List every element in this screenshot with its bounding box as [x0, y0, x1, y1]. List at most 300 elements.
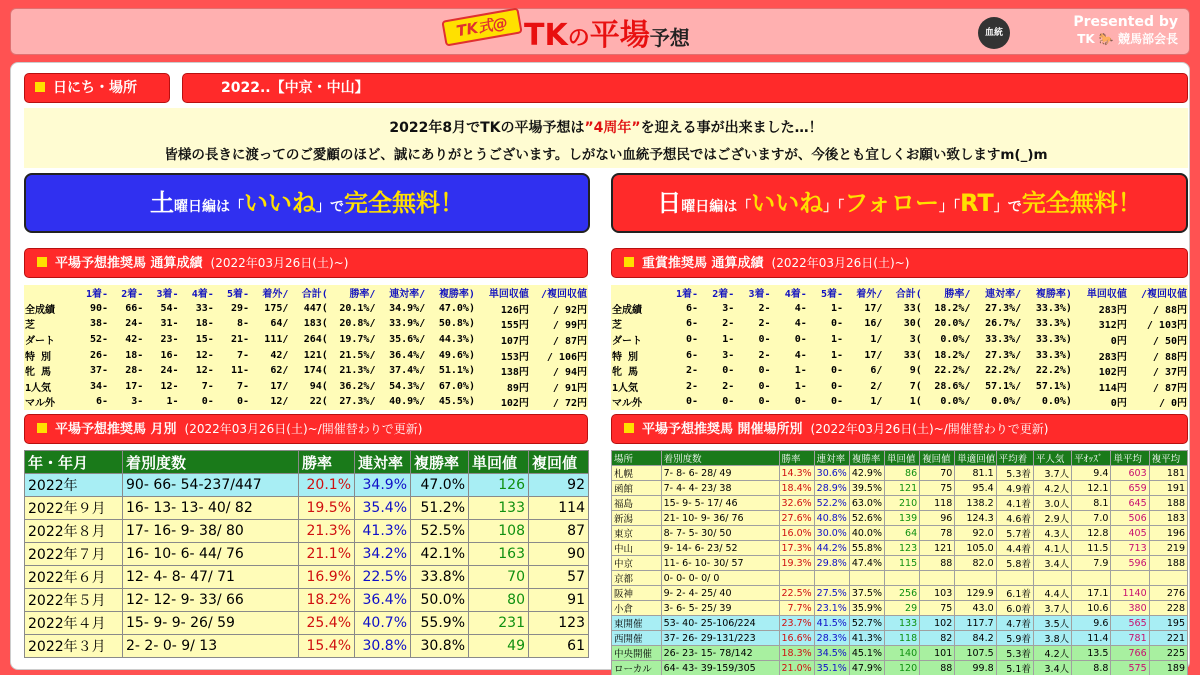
table-cell: 20.0%/	[934, 318, 971, 330]
table-cell: 28.6%/	[934, 380, 971, 392]
table-cell: 50.0%	[411, 589, 469, 612]
table-cell: 78	[920, 526, 955, 541]
table-cell: 84.2	[955, 631, 996, 646]
table-cell: 函館	[612, 481, 662, 496]
table-cell: 30.8%	[355, 635, 411, 658]
table-cell: 75	[920, 481, 955, 496]
table-cell: 34-	[89, 380, 108, 392]
table-cell: 102円	[1098, 367, 1127, 379]
table-row	[612, 616, 1188, 631]
sat-mid: 曜日編は「	[174, 199, 244, 215]
table-cell: 96	[920, 511, 955, 526]
table-cell: 174(	[303, 365, 328, 377]
table-cell: 小倉	[612, 601, 662, 616]
table-cell: 15-	[195, 334, 214, 346]
table-row	[611, 363, 1188, 379]
column-header: 単平均	[1111, 451, 1149, 466]
table-cell	[1033, 571, 1071, 586]
table-cell: 24-	[125, 318, 144, 330]
column-header: 勝率/	[944, 289, 971, 301]
table-cell: 41.3%	[849, 631, 884, 646]
table-row	[25, 635, 589, 658]
table-cell: 51.1%)	[438, 365, 475, 377]
table-cell: 47.0%)	[438, 302, 475, 314]
table-cell: 22(	[309, 396, 328, 408]
table-cell: 57.1%)	[1035, 380, 1072, 392]
table-cell	[779, 571, 814, 586]
table-cell: 全成績	[25, 304, 55, 316]
column-header: 勝率	[779, 451, 814, 466]
table-row	[612, 646, 1188, 661]
table-cell: 2-	[685, 365, 699, 377]
table-cell: 18.3%	[779, 646, 814, 661]
sun-follow: フォロー	[844, 189, 940, 217]
table-cell: 61	[529, 635, 589, 658]
table-cell: 92	[529, 474, 589, 497]
table-cell: マル外	[612, 398, 642, 410]
table-row	[24, 301, 588, 317]
table-cell: 0-	[758, 334, 771, 346]
sun-like: いいね	[751, 189, 824, 217]
table-cell: 34.9%	[355, 474, 411, 497]
column-header: 連対率	[355, 451, 411, 474]
table-cell: 4.9着	[996, 481, 1033, 496]
table-cell: 30.0%	[814, 526, 849, 541]
table-cell: 0.0%/	[991, 396, 1022, 408]
table-cell: 30.6%	[814, 466, 849, 481]
table-cell: 196	[1149, 526, 1187, 541]
table-cell: 35.1%	[814, 661, 849, 675]
table-cell: 21.3%	[299, 520, 355, 543]
table-cell: 52.2%	[814, 496, 849, 511]
table-cell: 312円	[1098, 320, 1127, 332]
table-cell: ダート	[25, 336, 55, 348]
table-cell: 33(	[903, 349, 922, 361]
table-row	[25, 543, 589, 566]
table-cell: 福島	[612, 496, 662, 511]
sun-mid: 曜日編は「	[681, 199, 752, 215]
table-cell: 3.4人	[1033, 556, 1071, 571]
table-cell: 108	[469, 520, 529, 543]
table-cell: 17/	[270, 380, 289, 392]
column-header: 複勝率)	[438, 289, 475, 301]
table-cell: 33.8%	[411, 566, 469, 589]
table-cell: 4.2人	[1033, 646, 1071, 661]
column-header: 単回収値	[1086, 289, 1127, 301]
column-header: 単回値	[469, 451, 529, 474]
column-header: 合計(	[301, 289, 328, 301]
table-cell: 228	[1149, 601, 1187, 616]
table-cell: 2022年３月	[25, 635, 123, 658]
table-cell: 9- 2- 4- 25/ 40	[661, 586, 779, 601]
table-cell: 19.3%	[779, 556, 814, 571]
table-cell: / 88円	[1152, 351, 1187, 363]
table-cell: / 50円	[1152, 336, 1187, 348]
table-cell: 13.5	[1072, 646, 1111, 661]
table-cell: 38-	[89, 318, 108, 330]
table-cell: 283円	[1098, 351, 1127, 363]
table-cell: 40.9%/	[389, 396, 426, 408]
table-cell: 1-	[830, 334, 844, 346]
table-cell: 138円	[500, 367, 529, 379]
venue-note: (2022年03月26日(土)~/開催替わりで更新)	[810, 422, 1049, 436]
table-cell: 219	[1149, 541, 1187, 556]
table-cell: 0-	[830, 380, 844, 392]
table-cell: 155円	[500, 320, 529, 332]
table-cell: 0-	[758, 380, 771, 392]
table-cell: 138.2	[955, 496, 996, 511]
table-cell: 54.3%/	[389, 380, 426, 392]
table-cell: 0-	[236, 396, 249, 408]
table-cell: 阪神	[612, 586, 662, 601]
flat-stats-header	[24, 248, 588, 278]
column-header: 連対率	[814, 451, 849, 466]
column-header: 連対率/	[985, 289, 1022, 301]
table-row	[612, 601, 1188, 616]
table-cell: 36.4%	[355, 589, 411, 612]
table-row	[611, 347, 1188, 363]
table-cell: 276	[1149, 586, 1187, 601]
table-cell: 0-	[685, 334, 699, 346]
table-cell: 102円	[500, 398, 529, 410]
table-cell: 3- 6- 5- 25/ 39	[661, 601, 779, 616]
table-cell: 33.3%)	[1035, 302, 1072, 314]
table-cell: 405	[1111, 526, 1149, 541]
table-cell: / 87円	[552, 336, 587, 348]
table-cell: 37.4%/	[389, 365, 426, 377]
table-cell: 183(	[303, 318, 328, 330]
sat-free: 完全無料！	[344, 189, 464, 217]
table-cell: 256	[884, 586, 919, 601]
table-cell: 9.4	[1072, 466, 1111, 481]
square-bullet-icon	[37, 257, 47, 267]
table-cell	[920, 571, 955, 586]
table-cell: 55.8%	[849, 541, 884, 556]
sun-rt: RT	[960, 189, 994, 217]
column-header	[24, 285, 74, 301]
table-row	[612, 511, 1188, 526]
table-cell: 1-	[794, 365, 807, 377]
monthly-title: 平場予想推奨馬 月別	[55, 422, 177, 437]
table-cell: 6.1着	[996, 586, 1033, 601]
table-cell: 牝 馬	[612, 367, 639, 379]
column-header: 単回収値	[488, 289, 529, 301]
table-cell: 22.5%	[779, 586, 814, 601]
table-cell: 37.5%	[849, 586, 884, 601]
table-cell: 0.0%/	[940, 396, 971, 408]
table-cell: 27.3%/	[339, 396, 376, 408]
table-cell: 9(	[909, 365, 922, 377]
table-cell: 57	[529, 566, 589, 589]
table-cell: 49	[469, 635, 529, 658]
sat-day: 土	[150, 189, 174, 217]
venue-title: 平場予想推奨馬 開催場所別	[642, 422, 803, 437]
table-cell: 全成績	[612, 304, 642, 316]
table-cell: 12-	[160, 380, 179, 392]
table-cell: 49.6%)	[438, 349, 475, 361]
table-cell: 41.5%	[814, 616, 849, 631]
table-cell: 87	[529, 520, 589, 543]
table-cell: / 94円	[552, 367, 587, 379]
table-cell: 183	[1149, 511, 1187, 526]
table-cell: 133	[469, 497, 529, 520]
table-cell: 5.9着	[996, 631, 1033, 646]
table-row	[24, 379, 588, 395]
table-cell: 99.8	[955, 661, 996, 675]
table-cell: 33-	[195, 302, 214, 314]
table-cell: 35.6%/	[389, 334, 426, 346]
table-cell: 16- 10- 6- 44/ 76	[123, 543, 299, 566]
table-cell	[814, 571, 849, 586]
table-cell: 781	[1111, 631, 1149, 646]
table-cell: 24-	[160, 365, 179, 377]
table-cell: 中京	[612, 556, 662, 571]
table-cell: 0-	[794, 396, 807, 408]
table-cell: 12.8	[1072, 526, 1111, 541]
table-cell: 17- 16- 9- 38/ 80	[123, 520, 299, 543]
table-cell: 506	[1111, 511, 1149, 526]
column-header	[611, 285, 663, 301]
table-cell: 163	[469, 543, 529, 566]
table-cell: 31-	[160, 318, 179, 330]
table-cell: 9.6	[1072, 616, 1111, 631]
table-cell: 3-	[722, 349, 735, 361]
table-cell: 45.1%	[849, 646, 884, 661]
table-cell: 1(	[909, 396, 922, 408]
table-cell: 195	[1149, 616, 1187, 631]
table-cell: 82.0	[955, 556, 996, 571]
table-cell: 18.4%	[779, 481, 814, 496]
table-cell: 2-	[685, 380, 699, 392]
table-cell: 16-	[160, 349, 179, 361]
table-cell: 6-	[95, 396, 108, 408]
column-header: 連対率/	[389, 289, 426, 301]
table-cell: 90-	[89, 302, 108, 314]
table-cell: 18-	[125, 349, 144, 361]
column-header: 単回値	[884, 451, 919, 466]
table-cell: 36.4%/	[389, 349, 426, 361]
table-cell: 188	[1149, 556, 1187, 571]
table-cell: 4.1人	[1033, 541, 1071, 556]
table-cell: 12-	[195, 349, 214, 361]
table-cell: 0-	[794, 334, 807, 346]
table-cell: 40.8%	[814, 511, 849, 526]
table-cell: 7-	[201, 380, 214, 392]
table-cell: 33(	[903, 302, 922, 314]
table-cell: 91	[529, 589, 589, 612]
table-row	[611, 332, 1188, 348]
table-cell: 42.1%	[411, 543, 469, 566]
date-venue-value: 2022..【中京・中山】	[182, 73, 1188, 103]
table-row	[612, 631, 1188, 646]
table-cell: 3.5人	[1033, 616, 1071, 631]
column-header: 1着-	[675, 289, 699, 301]
date-venue-label	[24, 73, 170, 103]
table-cell: 22.2%/	[934, 365, 971, 377]
table-cell: 114円	[1098, 382, 1127, 394]
table-cell: 47.4%	[849, 556, 884, 571]
table-row	[612, 571, 1188, 586]
table-cell: 20.1%/	[339, 302, 376, 314]
table-cell: 52.7%	[849, 616, 884, 631]
table-cell: 4.3人	[1033, 526, 1071, 541]
tk-style-badge: TK式@	[441, 7, 522, 46]
table-cell: 29-	[230, 302, 249, 314]
table-cell: / 72円	[552, 398, 587, 410]
table-cell: / 0円	[1158, 398, 1187, 410]
table-cell: 95.4	[955, 481, 996, 496]
flat-stats-note: (2022年03月26日(土)~)	[210, 256, 349, 270]
table-cell: 8.8	[1072, 661, 1111, 675]
column-header: 場所	[612, 451, 662, 466]
table-cell: 2/	[870, 380, 883, 392]
table-cell	[1072, 571, 1111, 586]
table-cell: 118	[884, 631, 919, 646]
table-cell: 17/	[864, 302, 883, 314]
table-cell: 115	[884, 556, 919, 571]
table-cell: 1-	[166, 396, 179, 408]
table-cell: 42-	[125, 334, 144, 346]
table-cell: 45.5%)	[438, 396, 475, 408]
table-cell: 0-	[685, 396, 699, 408]
title-hiraba: 平場	[589, 18, 650, 53]
table-cell: 0-	[722, 365, 735, 377]
table-cell: 191	[1149, 481, 1187, 496]
table-row	[611, 379, 1188, 395]
column-header: 複勝率	[849, 451, 884, 466]
title-no: の	[567, 26, 590, 51]
table-cell: 新潟	[612, 511, 662, 526]
table-cell: 6-	[685, 302, 699, 314]
table-cell: 121	[884, 481, 919, 496]
table-cell: 603	[1111, 466, 1149, 481]
table-cell: 0.0%)	[1041, 396, 1072, 408]
table-cell: 3(	[909, 334, 922, 346]
table-cell: 1人気	[25, 382, 52, 394]
table-cell: 16- 13- 13- 40/ 82	[123, 497, 299, 520]
table-row	[612, 541, 1188, 556]
table-cell: 105.0	[955, 541, 996, 556]
flat-stats-title: 平場予想推奨馬 通算成績	[55, 256, 203, 271]
presented-by	[1018, 14, 1178, 48]
table-cell: 0-	[758, 396, 771, 408]
table-cell: 121(	[303, 349, 328, 361]
table-cell: 32.6%	[779, 496, 814, 511]
saturday-free-banner	[24, 173, 590, 233]
anniversary-announcement	[24, 108, 1188, 168]
table-cell: 16.9%	[299, 566, 355, 589]
table-cell: 50.8%)	[438, 318, 475, 330]
table-cell: 11-	[230, 365, 249, 377]
table-cell: 86	[884, 466, 919, 481]
table-cell: 23.1%	[814, 601, 849, 616]
table-row	[611, 301, 1188, 317]
table-header-row	[25, 451, 589, 474]
table-cell: 18.2%/	[934, 302, 971, 314]
table-cell: 64/	[270, 318, 289, 330]
table-cell: 0-	[830, 396, 844, 408]
table-cell: 447(	[303, 302, 328, 314]
column-header: 着外/	[856, 289, 883, 301]
table-row	[612, 466, 1188, 481]
table-cell: 81.1	[955, 466, 996, 481]
table-cell: 12-	[195, 365, 214, 377]
table-cell: 6-	[685, 318, 699, 330]
table-cell: 52.6%	[849, 511, 884, 526]
table-cell: 3-	[131, 396, 144, 408]
date-venue-label-text: 日にち・場所	[53, 80, 137, 96]
table-cell: 175/	[264, 302, 289, 314]
table-cell: 12/	[270, 396, 289, 408]
table-cell: 7- 8- 6- 28/ 49	[661, 466, 779, 481]
table-cell: 57.1%/	[985, 380, 1022, 392]
table-cell: 2-	[758, 349, 771, 361]
table-cell: 35.4%	[355, 497, 411, 520]
table-cell: 5.1着	[996, 661, 1033, 675]
table-cell: 94(	[309, 380, 328, 392]
table-cell: 21.3%/	[339, 365, 376, 377]
table-cell: 51.2%	[411, 497, 469, 520]
table-cell: 52.5%	[411, 520, 469, 543]
table-cell: 120	[884, 661, 919, 675]
table-cell: 43.0	[955, 601, 996, 616]
table-cell: 44.2%	[814, 541, 849, 556]
table-cell: 54-	[160, 302, 179, 314]
column-header: 合計(	[895, 289, 922, 301]
table-cell: 15.4%	[299, 635, 355, 658]
table-row	[24, 363, 588, 379]
table-cell: 2022年９月	[25, 497, 123, 520]
table-cell: 2022年７月	[25, 543, 123, 566]
table-cell: / 91円	[552, 382, 587, 394]
table-cell: 123	[884, 541, 919, 556]
table-cell: 21-	[230, 334, 249, 346]
table-cell: 52-	[89, 334, 108, 346]
table-cell: 42.9%	[849, 466, 884, 481]
table-cell: 2- 2- 0- 9/ 13	[123, 635, 299, 658]
table-cell: 90- 66- 54-237/447	[123, 474, 299, 497]
table-cell: ローカル	[612, 661, 662, 675]
table-cell: 33.9%/	[389, 318, 426, 330]
table-row	[611, 316, 1188, 332]
table-cell: 東京	[612, 526, 662, 541]
table-cell: 283円	[1098, 304, 1127, 316]
table-cell: 7-	[236, 349, 249, 361]
table-cell: 5.3着	[996, 646, 1033, 661]
table-cell: 27.3%/	[985, 349, 1022, 361]
column-header: 平ｵｯｽﾞ	[1072, 451, 1111, 466]
table-cell: 2022年４月	[25, 612, 123, 635]
table-cell: 102	[920, 616, 955, 631]
table-cell: 15- 9- 5- 17/ 46	[661, 496, 779, 511]
table-cell: 特 別	[25, 351, 52, 363]
table-cell: 64	[884, 526, 919, 541]
table-row	[25, 474, 589, 497]
table-row	[25, 612, 589, 635]
table-row	[24, 332, 588, 348]
venue-header	[611, 414, 1188, 444]
table-cell: 2022年	[25, 474, 123, 497]
table-cell: 6/	[870, 365, 883, 377]
square-bullet-icon	[624, 423, 634, 433]
table-row	[612, 556, 1188, 571]
table-cell: 4.1着	[996, 496, 1033, 511]
table-cell: 20.8%/	[339, 318, 376, 330]
table-cell: 33.3%/	[985, 334, 1022, 346]
table-cell: 34.5%	[814, 646, 849, 661]
column-header: /複回収値	[1140, 289, 1187, 301]
table-cell: 766	[1111, 646, 1149, 661]
